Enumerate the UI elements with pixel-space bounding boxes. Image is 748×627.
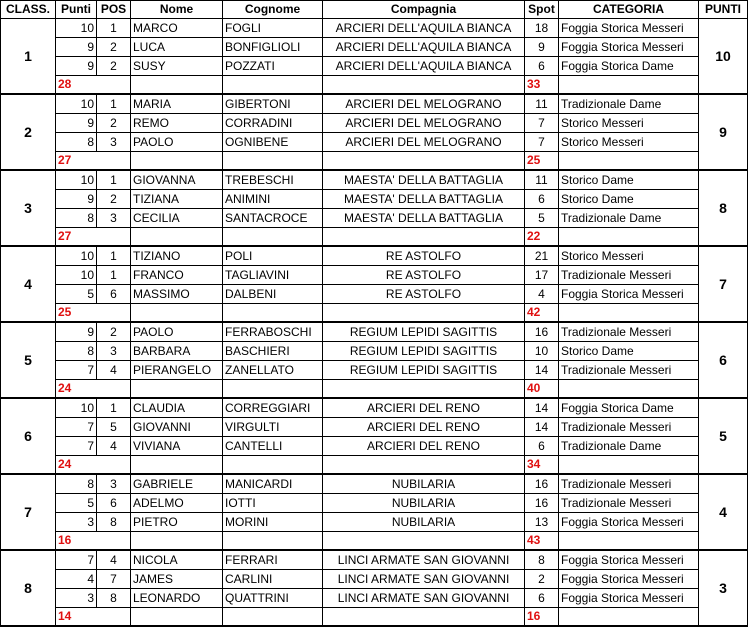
class-rank-cell: 6 bbox=[1, 398, 56, 474]
pos-cell: 3 bbox=[97, 133, 131, 152]
punti-cell: 9 bbox=[56, 38, 97, 57]
spot-cell: 14 bbox=[525, 398, 559, 418]
punti-cell: 10 bbox=[56, 94, 97, 114]
pos-cell: 2 bbox=[97, 322, 131, 342]
nome-cell: MARIA bbox=[131, 94, 223, 114]
categoria-cell: Foggia Storica Messeri bbox=[559, 550, 699, 570]
spot-cell: 4 bbox=[525, 285, 559, 304]
punti-totali-cell: 10 bbox=[699, 19, 748, 95]
punti-totali-cell: 6 bbox=[699, 322, 748, 398]
compagnia-cell: ARCIERI DELL'AQUILA BIANCA bbox=[323, 19, 525, 38]
nome-cell: CLAUDIA bbox=[131, 398, 223, 418]
header-spot: Spot bbox=[525, 1, 559, 19]
pos-cell: 5 bbox=[97, 418, 131, 437]
table-row bbox=[1, 437, 748, 456]
compagnia-cell: ARCIERI DEL MELOGRANO bbox=[323, 133, 525, 152]
compagnia-cell: MAESTA' DELLA BATTAGLIA bbox=[323, 170, 525, 190]
punti-cell: 4 bbox=[56, 570, 97, 589]
categoria-cell: Storico Dame bbox=[559, 190, 699, 209]
totals-row bbox=[1, 380, 748, 399]
nome-cell: CECILIA bbox=[131, 209, 223, 228]
punti-cell: 10 bbox=[56, 398, 97, 418]
cognome-cell: BONFIGLIOLI bbox=[223, 38, 323, 57]
spot-cell: 6 bbox=[525, 589, 559, 608]
totals-row bbox=[1, 304, 748, 323]
compagnia-cell: REGIUM LEPIDI SAGITTIS bbox=[323, 342, 525, 361]
empty-cell bbox=[131, 76, 223, 95]
spot-cell: 6 bbox=[525, 190, 559, 209]
pos-cell: 6 bbox=[97, 494, 131, 513]
totals-row bbox=[1, 532, 748, 551]
categoria-cell: Foggia Storica Messeri bbox=[559, 19, 699, 38]
empty-cell bbox=[559, 608, 699, 627]
punti-totali-cell: 8 bbox=[699, 170, 748, 246]
class-rank-cell: 1 bbox=[1, 19, 56, 95]
class-rank-cell: 2 bbox=[1, 94, 56, 170]
compagnia-cell: NUBILARIA bbox=[323, 474, 525, 494]
pos-cell: 2 bbox=[97, 190, 131, 209]
total-spot-cell: 40 bbox=[525, 380, 559, 399]
pos-cell: 3 bbox=[97, 474, 131, 494]
spot-cell: 16 bbox=[525, 474, 559, 494]
compagnia-cell: RE ASTOLFO bbox=[323, 285, 525, 304]
table-row bbox=[1, 285, 748, 304]
nome-cell: MARCO bbox=[131, 19, 223, 38]
cognome-cell: CORREGGIARI bbox=[223, 398, 323, 418]
total-punti-cell: 24 bbox=[56, 380, 131, 399]
categoria-cell: Tradizionale Dame bbox=[559, 437, 699, 456]
total-punti-cell: 14 bbox=[56, 608, 131, 627]
compagnia-cell: ARCIERI DEL MELOGRANO bbox=[323, 114, 525, 133]
spot-cell: 6 bbox=[525, 437, 559, 456]
table-row bbox=[1, 342, 748, 361]
categoria-cell: Foggia Storica Messeri bbox=[559, 285, 699, 304]
empty-cell bbox=[559, 532, 699, 551]
punti-cell: 10 bbox=[56, 246, 97, 266]
spot-cell: 10 bbox=[525, 342, 559, 361]
cognome-cell: MORINI bbox=[223, 513, 323, 532]
punti-totali-cell: 9 bbox=[699, 94, 748, 170]
compagnia-cell: LINCI ARMATE SAN GIOVANNI bbox=[323, 550, 525, 570]
categoria-cell: Storico Dame bbox=[559, 342, 699, 361]
nome-cell: LEONARDO bbox=[131, 589, 223, 608]
spot-cell: 7 bbox=[525, 114, 559, 133]
spot-cell: 16 bbox=[525, 322, 559, 342]
punti-totali-cell: 7 bbox=[699, 246, 748, 322]
nome-cell: PIETRO bbox=[131, 513, 223, 532]
table-row bbox=[1, 19, 748, 38]
table-row bbox=[1, 361, 748, 380]
cognome-cell: CORRADINI bbox=[223, 114, 323, 133]
nome-cell: GIOVANNA bbox=[131, 170, 223, 190]
categoria-cell: Tradizionale Dame bbox=[559, 94, 699, 114]
nome-cell: TIZIANA bbox=[131, 190, 223, 209]
punti-totali-cell: 4 bbox=[699, 474, 748, 550]
categoria-cell: Tradizionale Messeri bbox=[559, 266, 699, 285]
pos-cell: 4 bbox=[97, 361, 131, 380]
empty-cell bbox=[559, 228, 699, 247]
empty-cell bbox=[323, 608, 525, 627]
cognome-cell: ZANELLATO bbox=[223, 361, 323, 380]
spot-cell: 17 bbox=[525, 266, 559, 285]
table-row bbox=[1, 513, 748, 532]
empty-cell bbox=[559, 456, 699, 475]
compagnia-cell: REGIUM LEPIDI SAGITTIS bbox=[323, 361, 525, 380]
categoria-cell: Tradizionale Messeri bbox=[559, 494, 699, 513]
cognome-cell: FERRARI bbox=[223, 550, 323, 570]
compagnia-cell: LINCI ARMATE SAN GIOVANNI bbox=[323, 589, 525, 608]
compagnia-cell: LINCI ARMATE SAN GIOVANNI bbox=[323, 570, 525, 589]
nome-cell: PAOLO bbox=[131, 133, 223, 152]
cognome-cell: GIBERTONI bbox=[223, 94, 323, 114]
header-punti-totali: PUNTI bbox=[699, 1, 748, 19]
totals-row bbox=[1, 456, 748, 475]
pos-cell: 1 bbox=[97, 266, 131, 285]
nome-cell: SUSY bbox=[131, 57, 223, 76]
nome-cell: MASSIMO bbox=[131, 285, 223, 304]
punti-cell: 7 bbox=[56, 361, 97, 380]
categoria-cell: Foggia Storica Messeri bbox=[559, 513, 699, 532]
class-rank-cell: 4 bbox=[1, 246, 56, 322]
class-rank-cell: 5 bbox=[1, 322, 56, 398]
pos-cell: 6 bbox=[97, 285, 131, 304]
cognome-cell: ANIMINI bbox=[223, 190, 323, 209]
categoria-cell: Tradizionale Messeri bbox=[559, 418, 699, 437]
nome-cell: NICOLA bbox=[131, 550, 223, 570]
categoria-cell: Tradizionale Messeri bbox=[559, 474, 699, 494]
nome-cell: ADELMO bbox=[131, 494, 223, 513]
total-spot-cell: 42 bbox=[525, 304, 559, 323]
table-row bbox=[1, 57, 748, 76]
spot-cell: 14 bbox=[525, 361, 559, 380]
categoria-cell: Storico Messeri bbox=[559, 133, 699, 152]
compagnia-cell: NUBILARIA bbox=[323, 513, 525, 532]
categoria-cell: Foggia Storica Dame bbox=[559, 57, 699, 76]
header-punti: Punti bbox=[56, 1, 97, 19]
punti-cell: 8 bbox=[56, 209, 97, 228]
empty-cell bbox=[323, 152, 525, 171]
header-classifica: CLASS. bbox=[1, 1, 56, 19]
table-row bbox=[1, 38, 748, 57]
empty-cell bbox=[323, 76, 525, 95]
total-spot-cell: 34 bbox=[525, 456, 559, 475]
header-cognome: Cognome bbox=[223, 1, 323, 19]
nome-cell: LUCA bbox=[131, 38, 223, 57]
categoria-cell: Foggia Storica Messeri bbox=[559, 570, 699, 589]
cognome-cell: VIRGULTI bbox=[223, 418, 323, 437]
compagnia-cell: ARCIERI DEL RENO bbox=[323, 398, 525, 418]
nome-cell: REMO bbox=[131, 114, 223, 133]
categoria-cell: Foggia Storica Messeri bbox=[559, 38, 699, 57]
spot-cell: 6 bbox=[525, 57, 559, 76]
pos-cell: 1 bbox=[97, 170, 131, 190]
cognome-cell: BASCHIERI bbox=[223, 342, 323, 361]
compagnia-cell: RE ASTOLFO bbox=[323, 246, 525, 266]
cognome-cell: FERRABOSCHI bbox=[223, 322, 323, 342]
pos-cell: 3 bbox=[97, 342, 131, 361]
punti-cell: 8 bbox=[56, 342, 97, 361]
nome-cell: FRANCO bbox=[131, 266, 223, 285]
total-punti-cell: 24 bbox=[56, 456, 131, 475]
categoria-cell: Tradizionale Messeri bbox=[559, 361, 699, 380]
cognome-cell: IOTTI bbox=[223, 494, 323, 513]
cognome-cell: SANTACROCE bbox=[223, 209, 323, 228]
punti-cell: 7 bbox=[56, 550, 97, 570]
categoria-cell: Foggia Storica Dame bbox=[559, 398, 699, 418]
totals-row bbox=[1, 228, 748, 247]
empty-cell bbox=[131, 228, 223, 247]
nome-cell: JAMES bbox=[131, 570, 223, 589]
table-row bbox=[1, 133, 748, 152]
cognome-cell: TAGLIAVINI bbox=[223, 266, 323, 285]
spot-cell: 11 bbox=[525, 94, 559, 114]
spot-cell: 9 bbox=[525, 38, 559, 57]
total-spot-cell: 33 bbox=[525, 76, 559, 95]
table-row bbox=[1, 246, 748, 266]
punti-cell: 7 bbox=[56, 437, 97, 456]
punti-cell: 10 bbox=[56, 170, 97, 190]
total-spot-cell: 16 bbox=[525, 608, 559, 627]
compagnia-cell: ARCIERI DELL'AQUILA BIANCA bbox=[323, 38, 525, 57]
pos-cell: 1 bbox=[97, 94, 131, 114]
spot-cell: 18 bbox=[525, 19, 559, 38]
total-punti-cell: 27 bbox=[56, 228, 131, 247]
compagnia-cell: ARCIERI DEL RENO bbox=[323, 437, 525, 456]
punti-cell: 10 bbox=[56, 19, 97, 38]
cognome-cell: QUATTRINI bbox=[223, 589, 323, 608]
header-row bbox=[1, 1, 748, 19]
total-punti-cell: 28 bbox=[56, 76, 131, 95]
table-row bbox=[1, 589, 748, 608]
punti-cell: 8 bbox=[56, 474, 97, 494]
cognome-cell: TREBESCHI bbox=[223, 170, 323, 190]
pos-cell: 4 bbox=[97, 550, 131, 570]
cognome-cell: DALBENI bbox=[223, 285, 323, 304]
total-punti-cell: 25 bbox=[56, 304, 131, 323]
header-pos: POS bbox=[97, 1, 131, 19]
empty-cell bbox=[131, 304, 223, 323]
empty-cell bbox=[323, 456, 525, 475]
compagnia-cell: NUBILARIA bbox=[323, 494, 525, 513]
spot-cell: 21 bbox=[525, 246, 559, 266]
empty-cell bbox=[223, 76, 323, 95]
spot-cell: 8 bbox=[525, 550, 559, 570]
table-row bbox=[1, 190, 748, 209]
nome-cell: GIOVANNI bbox=[131, 418, 223, 437]
cognome-cell: CANTELLI bbox=[223, 437, 323, 456]
total-spot-cell: 25 bbox=[525, 152, 559, 171]
punti-cell: 3 bbox=[56, 513, 97, 532]
class-rank-cell: 7 bbox=[1, 474, 56, 550]
pos-cell: 2 bbox=[97, 57, 131, 76]
spot-cell: 5 bbox=[525, 209, 559, 228]
table-row bbox=[1, 322, 748, 342]
empty-cell bbox=[131, 456, 223, 475]
categoria-cell: Storico Dame bbox=[559, 170, 699, 190]
spot-cell: 13 bbox=[525, 513, 559, 532]
pos-cell: 2 bbox=[97, 114, 131, 133]
pos-cell: 1 bbox=[97, 398, 131, 418]
empty-cell bbox=[223, 304, 323, 323]
spot-cell: 14 bbox=[525, 418, 559, 437]
pos-cell: 1 bbox=[97, 19, 131, 38]
punti-cell: 5 bbox=[56, 285, 97, 304]
punti-cell: 3 bbox=[56, 589, 97, 608]
compagnia-cell: ARCIERI DELL'AQUILA BIANCA bbox=[323, 57, 525, 76]
empty-cell bbox=[131, 152, 223, 171]
empty-cell bbox=[559, 304, 699, 323]
empty-cell bbox=[323, 380, 525, 399]
table-row bbox=[1, 418, 748, 437]
empty-cell bbox=[223, 608, 323, 627]
punti-cell: 9 bbox=[56, 57, 97, 76]
cognome-cell: CARLINI bbox=[223, 570, 323, 589]
table-row bbox=[1, 474, 748, 494]
empty-cell bbox=[223, 380, 323, 399]
nome-cell: BARBARA bbox=[131, 342, 223, 361]
pos-cell: 3 bbox=[97, 209, 131, 228]
pos-cell: 7 bbox=[97, 570, 131, 589]
table-row bbox=[1, 398, 748, 418]
table-row bbox=[1, 209, 748, 228]
categoria-cell: Storico Messeri bbox=[559, 114, 699, 133]
table-row bbox=[1, 266, 748, 285]
punti-cell: 5 bbox=[56, 494, 97, 513]
pos-cell: 8 bbox=[97, 513, 131, 532]
empty-cell bbox=[131, 380, 223, 399]
empty-cell bbox=[323, 228, 525, 247]
pos-cell: 1 bbox=[97, 246, 131, 266]
empty-cell bbox=[559, 76, 699, 95]
class-rank-cell: 3 bbox=[1, 170, 56, 246]
header-compagnia: Compagnia bbox=[323, 1, 525, 19]
nome-cell: GABRIELE bbox=[131, 474, 223, 494]
totals-row bbox=[1, 76, 748, 95]
categoria-cell: Tradizionale Messeri bbox=[559, 322, 699, 342]
compagnia-cell: ARCIERI DEL RENO bbox=[323, 418, 525, 437]
punti-cell: 9 bbox=[56, 322, 97, 342]
compagnia-cell: ARCIERI DEL MELOGRANO bbox=[323, 94, 525, 114]
compagnia-cell: RE ASTOLFO bbox=[323, 266, 525, 285]
header-nome: Nome bbox=[131, 1, 223, 19]
table-row bbox=[1, 570, 748, 589]
pos-cell: 2 bbox=[97, 38, 131, 57]
empty-cell bbox=[223, 228, 323, 247]
nome-cell: TIZIANO bbox=[131, 246, 223, 266]
total-spot-cell: 43 bbox=[525, 532, 559, 551]
compagnia-cell: MAESTA' DELLA BATTAGLIA bbox=[323, 190, 525, 209]
empty-cell bbox=[223, 456, 323, 475]
class-rank-cell: 8 bbox=[1, 550, 56, 626]
empty-cell bbox=[323, 532, 525, 551]
table-row bbox=[1, 94, 748, 114]
spot-cell: 2 bbox=[525, 570, 559, 589]
empty-cell bbox=[559, 380, 699, 399]
cognome-cell: POLI bbox=[223, 246, 323, 266]
cognome-cell: POZZATI bbox=[223, 57, 323, 76]
cognome-cell: OGNIBENE bbox=[223, 133, 323, 152]
punti-cell: 10 bbox=[56, 266, 97, 285]
empty-cell bbox=[323, 304, 525, 323]
totals-row bbox=[1, 152, 748, 171]
compagnia-cell: MAESTA' DELLA BATTAGLIA bbox=[323, 209, 525, 228]
header-categoria: CATEGORIA bbox=[559, 1, 699, 19]
punti-cell: 9 bbox=[56, 114, 97, 133]
table-row bbox=[1, 494, 748, 513]
total-punti-cell: 16 bbox=[56, 532, 131, 551]
nome-cell: PAOLO bbox=[131, 322, 223, 342]
empty-cell bbox=[131, 608, 223, 627]
table-row bbox=[1, 114, 748, 133]
punti-totali-cell: 5 bbox=[699, 398, 748, 474]
punti-totali-cell: 3 bbox=[699, 550, 748, 626]
spot-cell: 11 bbox=[525, 170, 559, 190]
empty-cell bbox=[131, 532, 223, 551]
total-spot-cell: 22 bbox=[525, 228, 559, 247]
totals-row bbox=[1, 608, 748, 627]
compagnia-cell: REGIUM LEPIDI SAGITTIS bbox=[323, 322, 525, 342]
table-row bbox=[1, 170, 748, 190]
nome-cell: PIERANGELO bbox=[131, 361, 223, 380]
punti-cell: 8 bbox=[56, 133, 97, 152]
punti-cell: 7 bbox=[56, 418, 97, 437]
pos-cell: 8 bbox=[97, 589, 131, 608]
punti-cell: 9 bbox=[56, 190, 97, 209]
empty-cell bbox=[223, 152, 323, 171]
cognome-cell: FOGLI bbox=[223, 19, 323, 38]
empty-cell bbox=[559, 152, 699, 171]
pos-cell: 4 bbox=[97, 437, 131, 456]
table-row bbox=[1, 550, 748, 570]
categoria-cell: Tradizionale Dame bbox=[559, 209, 699, 228]
spot-cell: 16 bbox=[525, 494, 559, 513]
spot-cell: 7 bbox=[525, 133, 559, 152]
cognome-cell: MANICARDI bbox=[223, 474, 323, 494]
total-punti-cell: 27 bbox=[56, 152, 131, 171]
categoria-cell: Storico Messeri bbox=[559, 246, 699, 266]
empty-cell bbox=[223, 532, 323, 551]
categoria-cell: Foggia Storica Messeri bbox=[559, 589, 699, 608]
nome-cell: VIVIANA bbox=[131, 437, 223, 456]
